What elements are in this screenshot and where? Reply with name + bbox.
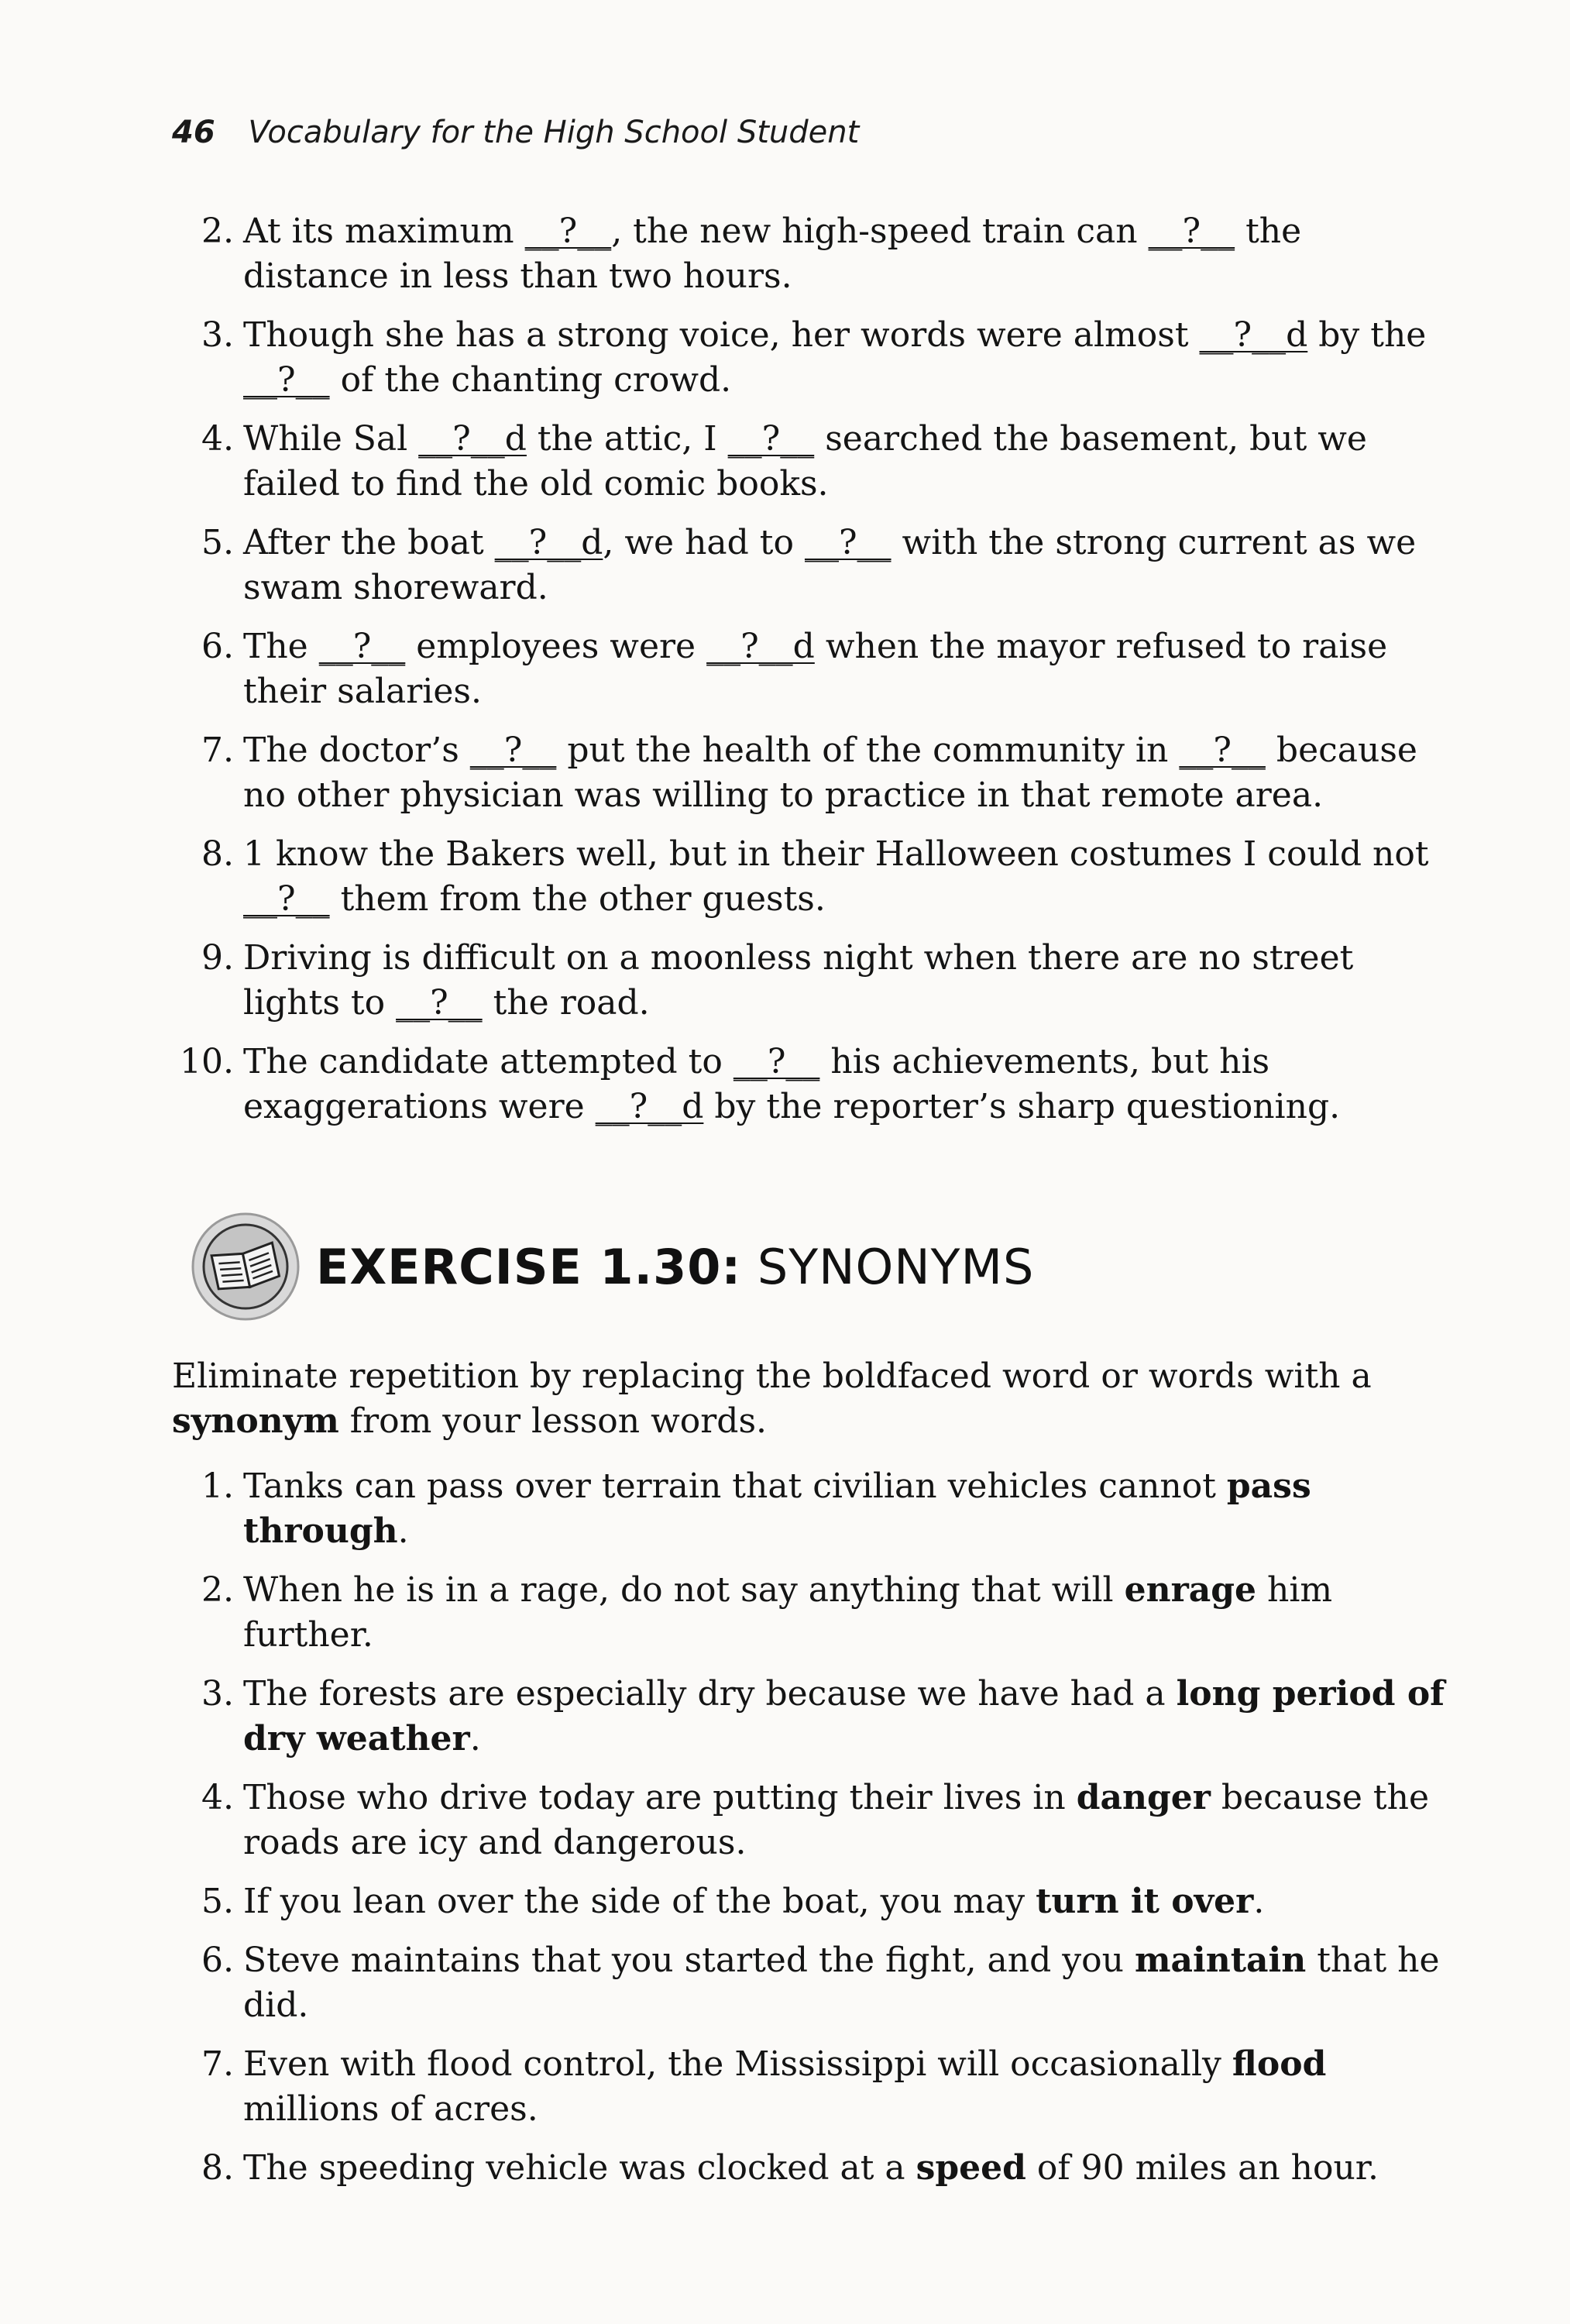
question-item bbox=[186, 313, 1456, 403]
book-title: Vocabulary for the High School Student bbox=[248, 115, 860, 150]
text-run: him further. bbox=[243, 1570, 1333, 1655]
text-run: Eliminate repetition by replacing the boldfaced word or words with a bbox=[172, 1356, 1372, 1396]
text-run: by the bbox=[1307, 315, 1427, 355]
question-item bbox=[186, 936, 1456, 1026]
answer-blank: __?__ bbox=[243, 360, 330, 400]
text-run: Though she has a strong voice, her words were almost bbox=[243, 315, 1200, 355]
question-item bbox=[186, 832, 1456, 922]
question-number: 6. bbox=[201, 627, 234, 666]
question-item bbox=[186, 1672, 1456, 1762]
text-run: of the chanting crowd. bbox=[329, 360, 732, 400]
text-run: them from the other guests. bbox=[329, 879, 826, 919]
question-item bbox=[186, 417, 1456, 507]
answer-blank: __?__ bbox=[524, 211, 612, 251]
text-run: his achievements, but his exaggerations were bbox=[243, 1042, 1270, 1126]
text-run: . bbox=[397, 1511, 409, 1551]
question-number: 7. bbox=[201, 2044, 234, 2084]
exercise-topic: SYNONYMS bbox=[741, 1238, 1035, 1295]
answer-blank: __?__d bbox=[706, 627, 815, 666]
text-run: Driving is difficult on a moonless night when there are no street lights to bbox=[243, 938, 1354, 1023]
question-item bbox=[186, 2042, 1456, 2132]
question-item bbox=[186, 1776, 1456, 1865]
text-run: While Sal bbox=[243, 419, 419, 459]
text-run: when the mayor refused to raise their salaries. bbox=[243, 627, 1388, 711]
question-number: 6. bbox=[201, 1941, 234, 1980]
question-item bbox=[186, 624, 1456, 714]
text-run: because the roads are icy and dangerous. bbox=[243, 1778, 1429, 1862]
question-number: 10. bbox=[180, 1042, 234, 1081]
question-number: 8. bbox=[201, 2148, 234, 2188]
text-run: from your lesson words. bbox=[338, 1401, 768, 1441]
question-number: 4. bbox=[201, 1778, 234, 1817]
text-run: employees were bbox=[405, 627, 707, 666]
question-item bbox=[180, 1040, 1456, 1129]
text-run: with the strong current as we swam shoreward. bbox=[243, 523, 1417, 607]
exercise-label: EXERCISE 1.30: bbox=[316, 1238, 742, 1295]
question-item bbox=[186, 1464, 1456, 1554]
answer-blank: __?__d bbox=[494, 523, 603, 562]
boldfaced-word: danger bbox=[1076, 1778, 1211, 1817]
answer-blank: __?__ bbox=[1179, 731, 1266, 770]
text-run: because no other physician was willing to practice in that remote area. bbox=[243, 731, 1417, 815]
question-item bbox=[186, 1568, 1456, 1658]
text-run: by the reporter’s sharp questioning. bbox=[703, 1087, 1341, 1126]
question-number: 7. bbox=[201, 731, 234, 770]
running-header bbox=[172, 115, 859, 150]
question-item bbox=[186, 209, 1456, 299]
question-item bbox=[186, 728, 1456, 818]
text-run: The speeding vehicle was clocked at a bbox=[243, 2148, 916, 2188]
page-number: 46 bbox=[172, 115, 215, 150]
answer-blank: __?__ bbox=[804, 523, 891, 562]
answer-blank: __?__ bbox=[1148, 211, 1235, 251]
answer-blank: __?__d bbox=[418, 419, 527, 459]
question-number: 2. bbox=[201, 1570, 234, 1610]
text-run: Even with flood control, the Mississippi will occasionally bbox=[243, 2044, 1232, 2084]
text-run: 1 know the Bakers well, but in their Halloween costumes I could not bbox=[243, 834, 1429, 874]
boldfaced-word: flood bbox=[1232, 2044, 1327, 2084]
text-run: Steve maintains that you started the fight, and you bbox=[243, 1941, 1135, 1980]
text-run: If you lean over the side of the boat, you may bbox=[243, 1882, 1036, 1921]
text-run: millions of acres. bbox=[243, 2089, 538, 2129]
answer-blank: __?__ bbox=[733, 1042, 820, 1081]
text-run: Tanks can pass over terrain that civilian vehicles cannot bbox=[243, 1466, 1227, 1506]
text-run: , the new high-speed train can bbox=[611, 211, 1149, 251]
exercise-title bbox=[316, 1239, 1034, 1295]
boldfaced-word: pass through bbox=[243, 1466, 1311, 1551]
question-number: 8. bbox=[201, 834, 234, 874]
question-item bbox=[186, 2146, 1456, 2191]
answer-blank: __?__ bbox=[243, 879, 330, 919]
answer-blank: __?__ bbox=[396, 983, 483, 1023]
question-number: 9. bbox=[201, 938, 234, 978]
text-run: , we had to bbox=[603, 523, 805, 562]
boldfaced-word: synonym bbox=[172, 1401, 339, 1441]
text-run: searched the basement, but we failed to find the old comic books. bbox=[243, 419, 1367, 504]
text-run: The candidate attempted to bbox=[243, 1042, 733, 1081]
answer-blank: __?__ bbox=[469, 731, 557, 770]
question-number: 5. bbox=[201, 523, 234, 562]
answer-blank: __?__ bbox=[318, 627, 406, 666]
boldfaced-word: long period of dry weather bbox=[243, 1674, 1445, 1758]
text-run: After the boat bbox=[243, 523, 495, 562]
question-number: 4. bbox=[201, 419, 234, 459]
book-icon bbox=[180, 1208, 311, 1325]
text-run: put the health of the community in bbox=[556, 731, 1180, 770]
question-number: 1. bbox=[201, 1466, 234, 1506]
synonym-list bbox=[186, 1464, 1456, 2205]
question-item bbox=[186, 1879, 1456, 1924]
boldfaced-word: maintain bbox=[1134, 1941, 1307, 1980]
question-item bbox=[186, 521, 1456, 610]
text-run: . bbox=[1253, 1882, 1265, 1921]
text-run: Those who drive today are putting their lives in bbox=[243, 1778, 1077, 1817]
text-run: the distance in less than two hours. bbox=[243, 211, 1302, 296]
answer-blank: __?__ bbox=[727, 419, 815, 459]
text-run: . bbox=[469, 1719, 481, 1758]
boldfaced-word: speed bbox=[916, 2148, 1026, 2188]
text-run: of 90 miles an hour. bbox=[1025, 2148, 1379, 2188]
text-run: that he did. bbox=[243, 1941, 1440, 2025]
text-run: The doctor’s bbox=[243, 731, 470, 770]
text-run: The bbox=[243, 627, 319, 666]
question-number: 2. bbox=[201, 211, 234, 251]
question-number: 3. bbox=[201, 1674, 234, 1714]
text-run: the road. bbox=[482, 983, 650, 1023]
exercise-heading bbox=[180, 1208, 1034, 1325]
fill-in-blank-list bbox=[180, 209, 1456, 1143]
question-number: 5. bbox=[201, 1882, 234, 1921]
answer-blank: __?__d bbox=[595, 1087, 704, 1126]
boldfaced-word: turn it over bbox=[1036, 1882, 1254, 1921]
exercise-instructions bbox=[172, 1354, 1458, 1444]
question-item bbox=[186, 1938, 1456, 2028]
answer-blank: __?__d bbox=[1199, 315, 1308, 355]
boldfaced-word: enrage bbox=[1124, 1570, 1257, 1610]
text-run: At its maximum bbox=[243, 211, 525, 251]
question-number: 3. bbox=[201, 315, 234, 355]
text-run: When he is in a rage, do not say anything that will bbox=[243, 1570, 1125, 1610]
text-run: the attic, I bbox=[526, 419, 728, 459]
text-run: The forests are especially dry because we have had a bbox=[243, 1674, 1177, 1714]
